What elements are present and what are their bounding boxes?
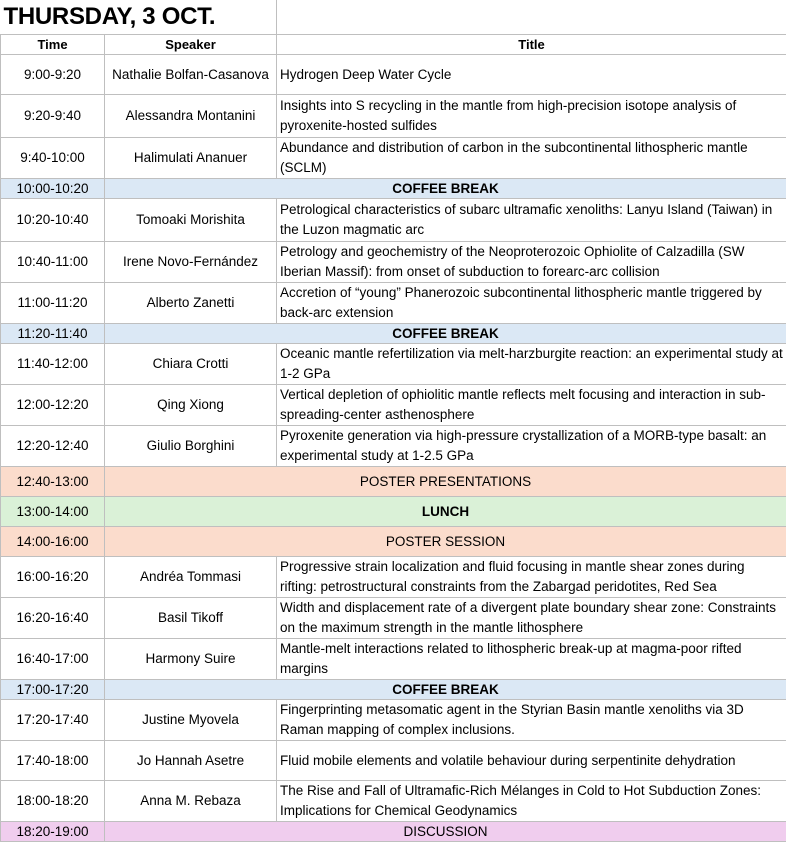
talk-row xyxy=(1,741,786,781)
time-cell: 16:40-17:00 xyxy=(1,639,105,680)
speaker-cell: Justine Myovela xyxy=(105,700,277,741)
talk-row xyxy=(1,385,786,426)
header-row xyxy=(1,35,786,55)
speaker-column-header: Speaker xyxy=(105,35,277,55)
poster-label: POSTER SESSION xyxy=(105,527,786,557)
talk-row xyxy=(1,639,786,680)
talk-row xyxy=(1,598,786,639)
time-cell: 17:20-17:40 xyxy=(1,700,105,741)
speaker-cell: Irene Novo-Fernández xyxy=(105,242,277,283)
talk-row xyxy=(1,426,786,467)
talk-title-cell: The Rise and Fall of Ultramafic-Rich Mélanges in Cold to Hot Subduction Zones: Implications for Chemical Geodynamics xyxy=(277,781,786,822)
lunch-row xyxy=(1,497,786,527)
time-cell: 16:20-16:40 xyxy=(1,598,105,639)
time-cell: 12:00-12:20 xyxy=(1,385,105,426)
time-cell: 9:00-9:20 xyxy=(1,55,105,95)
lunch-label: LUNCH xyxy=(105,497,786,527)
poster-label: POSTER PRESENTATIONS xyxy=(105,467,786,497)
time-cell: 12:20-12:40 xyxy=(1,426,105,467)
day-title: THURSDAY, 3 OCT. xyxy=(1,0,277,35)
time-cell: 9:20-9:40 xyxy=(1,95,105,138)
speaker-cell: Alessandra Montanini xyxy=(105,95,277,138)
time-cell: 11:00-11:20 xyxy=(1,283,105,324)
talk-title-cell: Progressive strain localization and fluid focusing in mantle shear zones during rifting: petrostructural constraints from the Zabargad peridotites, Red Sea xyxy=(277,557,786,598)
talk-row xyxy=(1,95,786,138)
speaker-cell: Giulio Borghini xyxy=(105,426,277,467)
talk-title-cell: Vertical depletion of ophiolitic mantle reflects melt focusing and interaction in sub-spreading-center asthenosphere xyxy=(277,385,786,426)
time-cell: 18:20-19:00 xyxy=(1,822,105,842)
discussion-label: DISCUSSION xyxy=(105,822,786,842)
title-column-header: Title xyxy=(277,35,786,55)
talk-row xyxy=(1,138,786,179)
talk-title-cell: Pyroxenite generation via high-pressure crystallization of a MORB-type basalt: an experimental study at 1-2.5 GPa xyxy=(277,426,786,467)
speaker-cell: Qing Xiong xyxy=(105,385,277,426)
time-cell: 12:40-13:00 xyxy=(1,467,105,497)
speaker-cell: Chiara Crotti xyxy=(105,344,277,385)
time-cell: 17:00-17:20 xyxy=(1,680,105,700)
coffee-row xyxy=(1,179,786,199)
poster-row xyxy=(1,467,786,497)
time-cell: 10:40-11:00 xyxy=(1,242,105,283)
time-column-header: Time xyxy=(1,35,105,55)
time-cell: 9:40-10:00 xyxy=(1,138,105,179)
speaker-cell: Anna M. Rebaza xyxy=(105,781,277,822)
title-row xyxy=(1,0,786,35)
talk-title-cell: Petrological characteristics of subarc ultramafic xenoliths: Lanyu Island (Taiwan) in the Luzon magmatic arc xyxy=(277,199,786,242)
talk-title-cell: Abundance and distribution of carbon in the subcontinental lithospheric mantle (SCLM) xyxy=(277,138,786,179)
blank-cell xyxy=(277,0,786,35)
speaker-cell: Halimulati Ananuer xyxy=(105,138,277,179)
speaker-cell: Alberto Zanetti xyxy=(105,283,277,324)
time-cell: 17:40-18:00 xyxy=(1,741,105,781)
speaker-cell: Harmony Suire xyxy=(105,639,277,680)
time-cell: 14:00-16:00 xyxy=(1,527,105,557)
talk-title-cell: Width and displacement rate of a divergent plate boundary shear zone: Constraints on the maximum strength in the mantle lithosphere xyxy=(277,598,786,639)
talk-row xyxy=(1,781,786,822)
talk-row xyxy=(1,283,786,324)
talk-title-cell: Accretion of “young” Phanerozoic subcontinental lithospheric mantle triggered by back-arc extension xyxy=(277,283,786,324)
speaker-cell: Tomoaki Morishita xyxy=(105,199,277,242)
time-cell: 13:00-14:00 xyxy=(1,497,105,527)
talk-row xyxy=(1,344,786,385)
time-cell: 11:20-11:40 xyxy=(1,324,105,344)
speaker-cell: Nathalie Bolfan-Casanova xyxy=(105,55,277,95)
talk-title-cell: Insights into S recycling in the mantle from high-precision isotope analysis of pyroxenite-hosted sulfides xyxy=(277,95,786,138)
talk-row xyxy=(1,700,786,741)
time-cell: 10:20-10:40 xyxy=(1,199,105,242)
time-cell: 18:00-18:20 xyxy=(1,781,105,822)
speaker-cell: Jo Hannah Asetre xyxy=(105,741,277,781)
talk-title-cell: Hydrogen Deep Water Cycle xyxy=(277,55,786,95)
talk-row xyxy=(1,55,786,95)
coffee-label: COFFEE BREAK xyxy=(105,179,786,199)
time-cell: 16:00-16:20 xyxy=(1,557,105,598)
talk-row xyxy=(1,557,786,598)
speaker-cell: Basil Tikoff xyxy=(105,598,277,639)
coffee-row xyxy=(1,680,786,700)
talk-title-cell: Fingerprinting metasomatic agent in the Styrian Basin mantle xenoliths via 3D Raman mapping of complex inclusions. xyxy=(277,700,786,741)
talk-title-cell: Petrology and geochemistry of the Neoproterozoic Ophiolite of Calzadilla (SW Iberian Massif): from onset of subduction to forearc-arc collision xyxy=(277,242,786,283)
coffee-label: COFFEE BREAK xyxy=(105,324,786,344)
time-cell: 10:00-10:20 xyxy=(1,179,105,199)
coffee-row xyxy=(1,324,786,344)
talk-title-cell: Oceanic mantle refertilization via melt-harzburgite reaction: an experimental study at 1-2 GPa xyxy=(277,344,786,385)
coffee-label: COFFEE BREAK xyxy=(105,680,786,700)
talk-title-cell: Mantle-melt interactions related to lithospheric break-up at magma-poor rifted margins xyxy=(277,639,786,680)
time-cell: 11:40-12:00 xyxy=(1,344,105,385)
discussion-row xyxy=(1,822,786,842)
talk-row xyxy=(1,199,786,242)
talk-row xyxy=(1,242,786,283)
talk-title-cell: Fluid mobile elements and volatile behaviour during serpentinite dehydration xyxy=(277,741,786,781)
poster-row xyxy=(1,527,786,557)
speaker-cell: Andréa Tommasi xyxy=(105,557,277,598)
